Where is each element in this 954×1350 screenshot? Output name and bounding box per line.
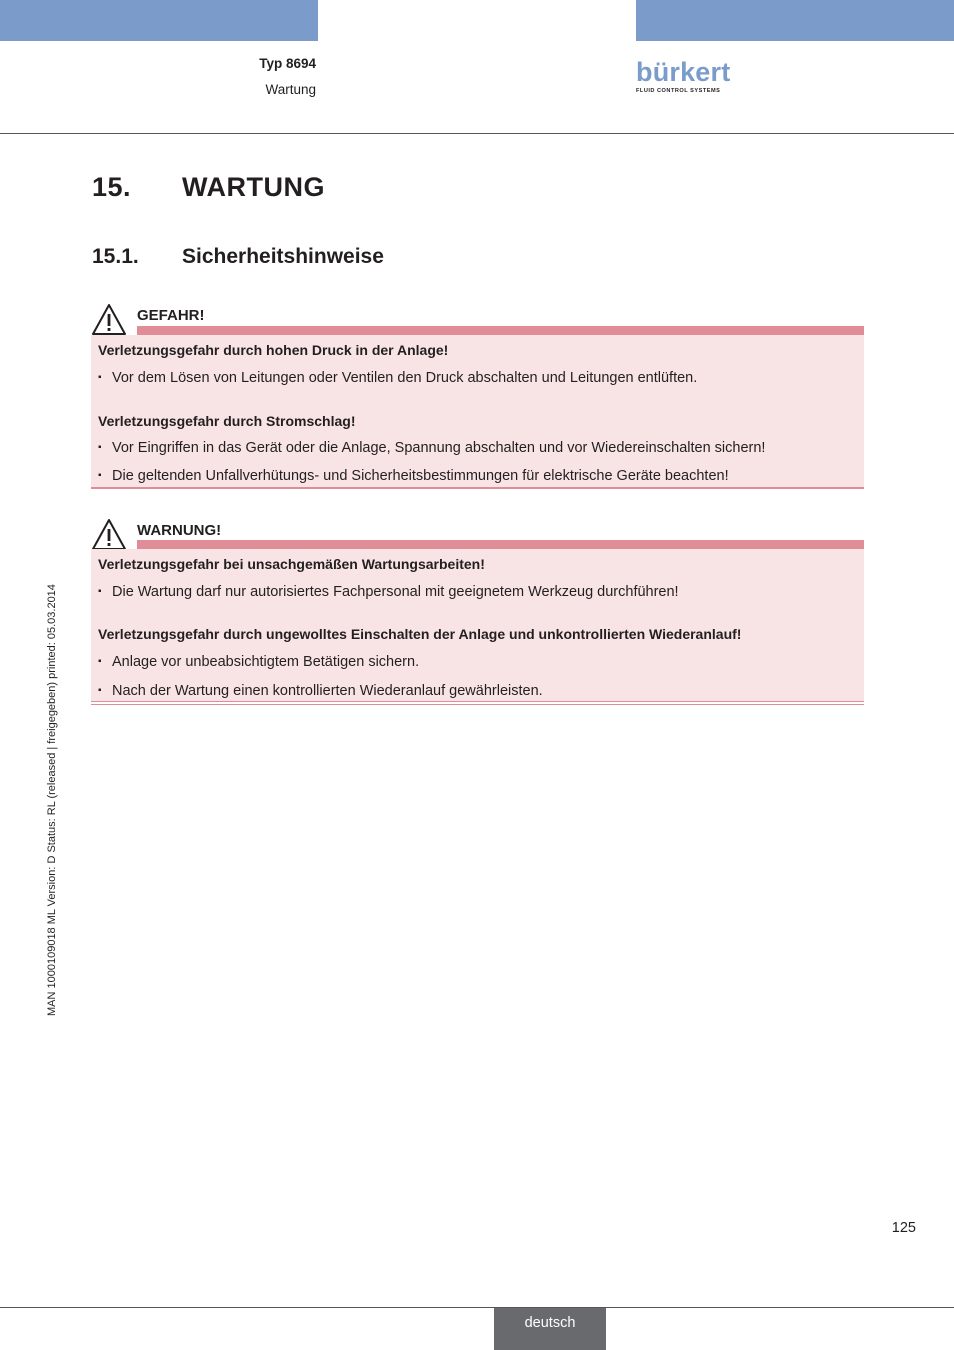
subchapter-number: 15.1. [92, 245, 139, 268]
header-typ: Typ 8694 [259, 56, 316, 71]
footer-divider [0, 1307, 954, 1308]
warning-triangle-icon [91, 303, 127, 336]
warning-bullet-3: ▪ Nach der Wartung einen kontrollierten Wiederanlauf gewährleisten. [98, 683, 543, 699]
logo-wordmark: bürkert [636, 57, 731, 87]
chapter-number: 15. [92, 172, 132, 202]
warning-heading-maintenance: Verletzungsgefahr bei unsachgemäßen Wartungsarbeiten! [98, 556, 485, 572]
warning-body [91, 549, 864, 702]
warning-heading-restart: Verletzungsgefahr durch ungewolltes Einschalten der Anlage und unkontrollierten Wiederanlauf! [98, 626, 742, 642]
chapter-heading [92, 172, 325, 203]
warning-bullet-2: ▪ Anlage vor unbeabsichtigtem Betätigen sichern. [98, 654, 420, 670]
header-divider [0, 133, 954, 134]
danger-body [91, 335, 864, 488]
danger-title-bar [137, 326, 864, 335]
danger-notice [91, 303, 864, 491]
warning-bottom-rule-2 [91, 704, 864, 705]
danger-label: GEFAHR! [137, 307, 205, 324]
document-metadata: MAN 1000109018 ML Version: D Status: RL (released | freigegeben) printed: 05.03.2014 [46, 584, 58, 1016]
warning-bottom-rule-1 [91, 701, 864, 702]
danger-bottom-rule [91, 487, 864, 489]
subchapter-heading [92, 245, 384, 269]
danger-bullet-2: ▪ Vor Eingriffen in das Gerät oder die Anlage, Spannung abschalten und vor Wiedereinschalten sichern! [98, 440, 766, 456]
subchapter-title: Sicherheitshinweise [182, 245, 384, 268]
burkert-logo [636, 58, 736, 98]
logo-tagline: FLUID CONTROL SYSTEMS [636, 88, 721, 94]
header-bar-left [0, 0, 318, 41]
warning-notice [91, 518, 864, 706]
warning-triangle-icon [91, 518, 127, 551]
language-tab: deutsch [494, 1308, 606, 1350]
header-bar-right [636, 0, 954, 41]
chapter-title: WARTUNG [182, 172, 325, 202]
page-number: 125 [891, 1220, 916, 1236]
danger-bullet-1: ▪ Vor dem Lösen von Leitungen oder Ventilen den Druck abschalten und Leitungen entlüften. [98, 370, 698, 386]
header-section: Wartung [265, 82, 316, 97]
danger-bullet-3: ▪ Die geltenden Unfallverhütungs- und Sicherheitsbestimmungen für elektrische Geräte beachten! [98, 468, 729, 484]
danger-heading-electric: Verletzungsgefahr durch Stromschlag! [98, 413, 356, 429]
warning-title-bar [137, 540, 864, 549]
warning-bullet-1: ▪ Die Wartung darf nur autorisiertes Fachpersonal mit geeignetem Werkzeug durchführen! [98, 584, 679, 600]
danger-heading-pressure: Verletzungsgefahr durch hohen Druck in der Anlage! [98, 342, 449, 358]
warning-label: WARNUNG! [137, 522, 222, 539]
